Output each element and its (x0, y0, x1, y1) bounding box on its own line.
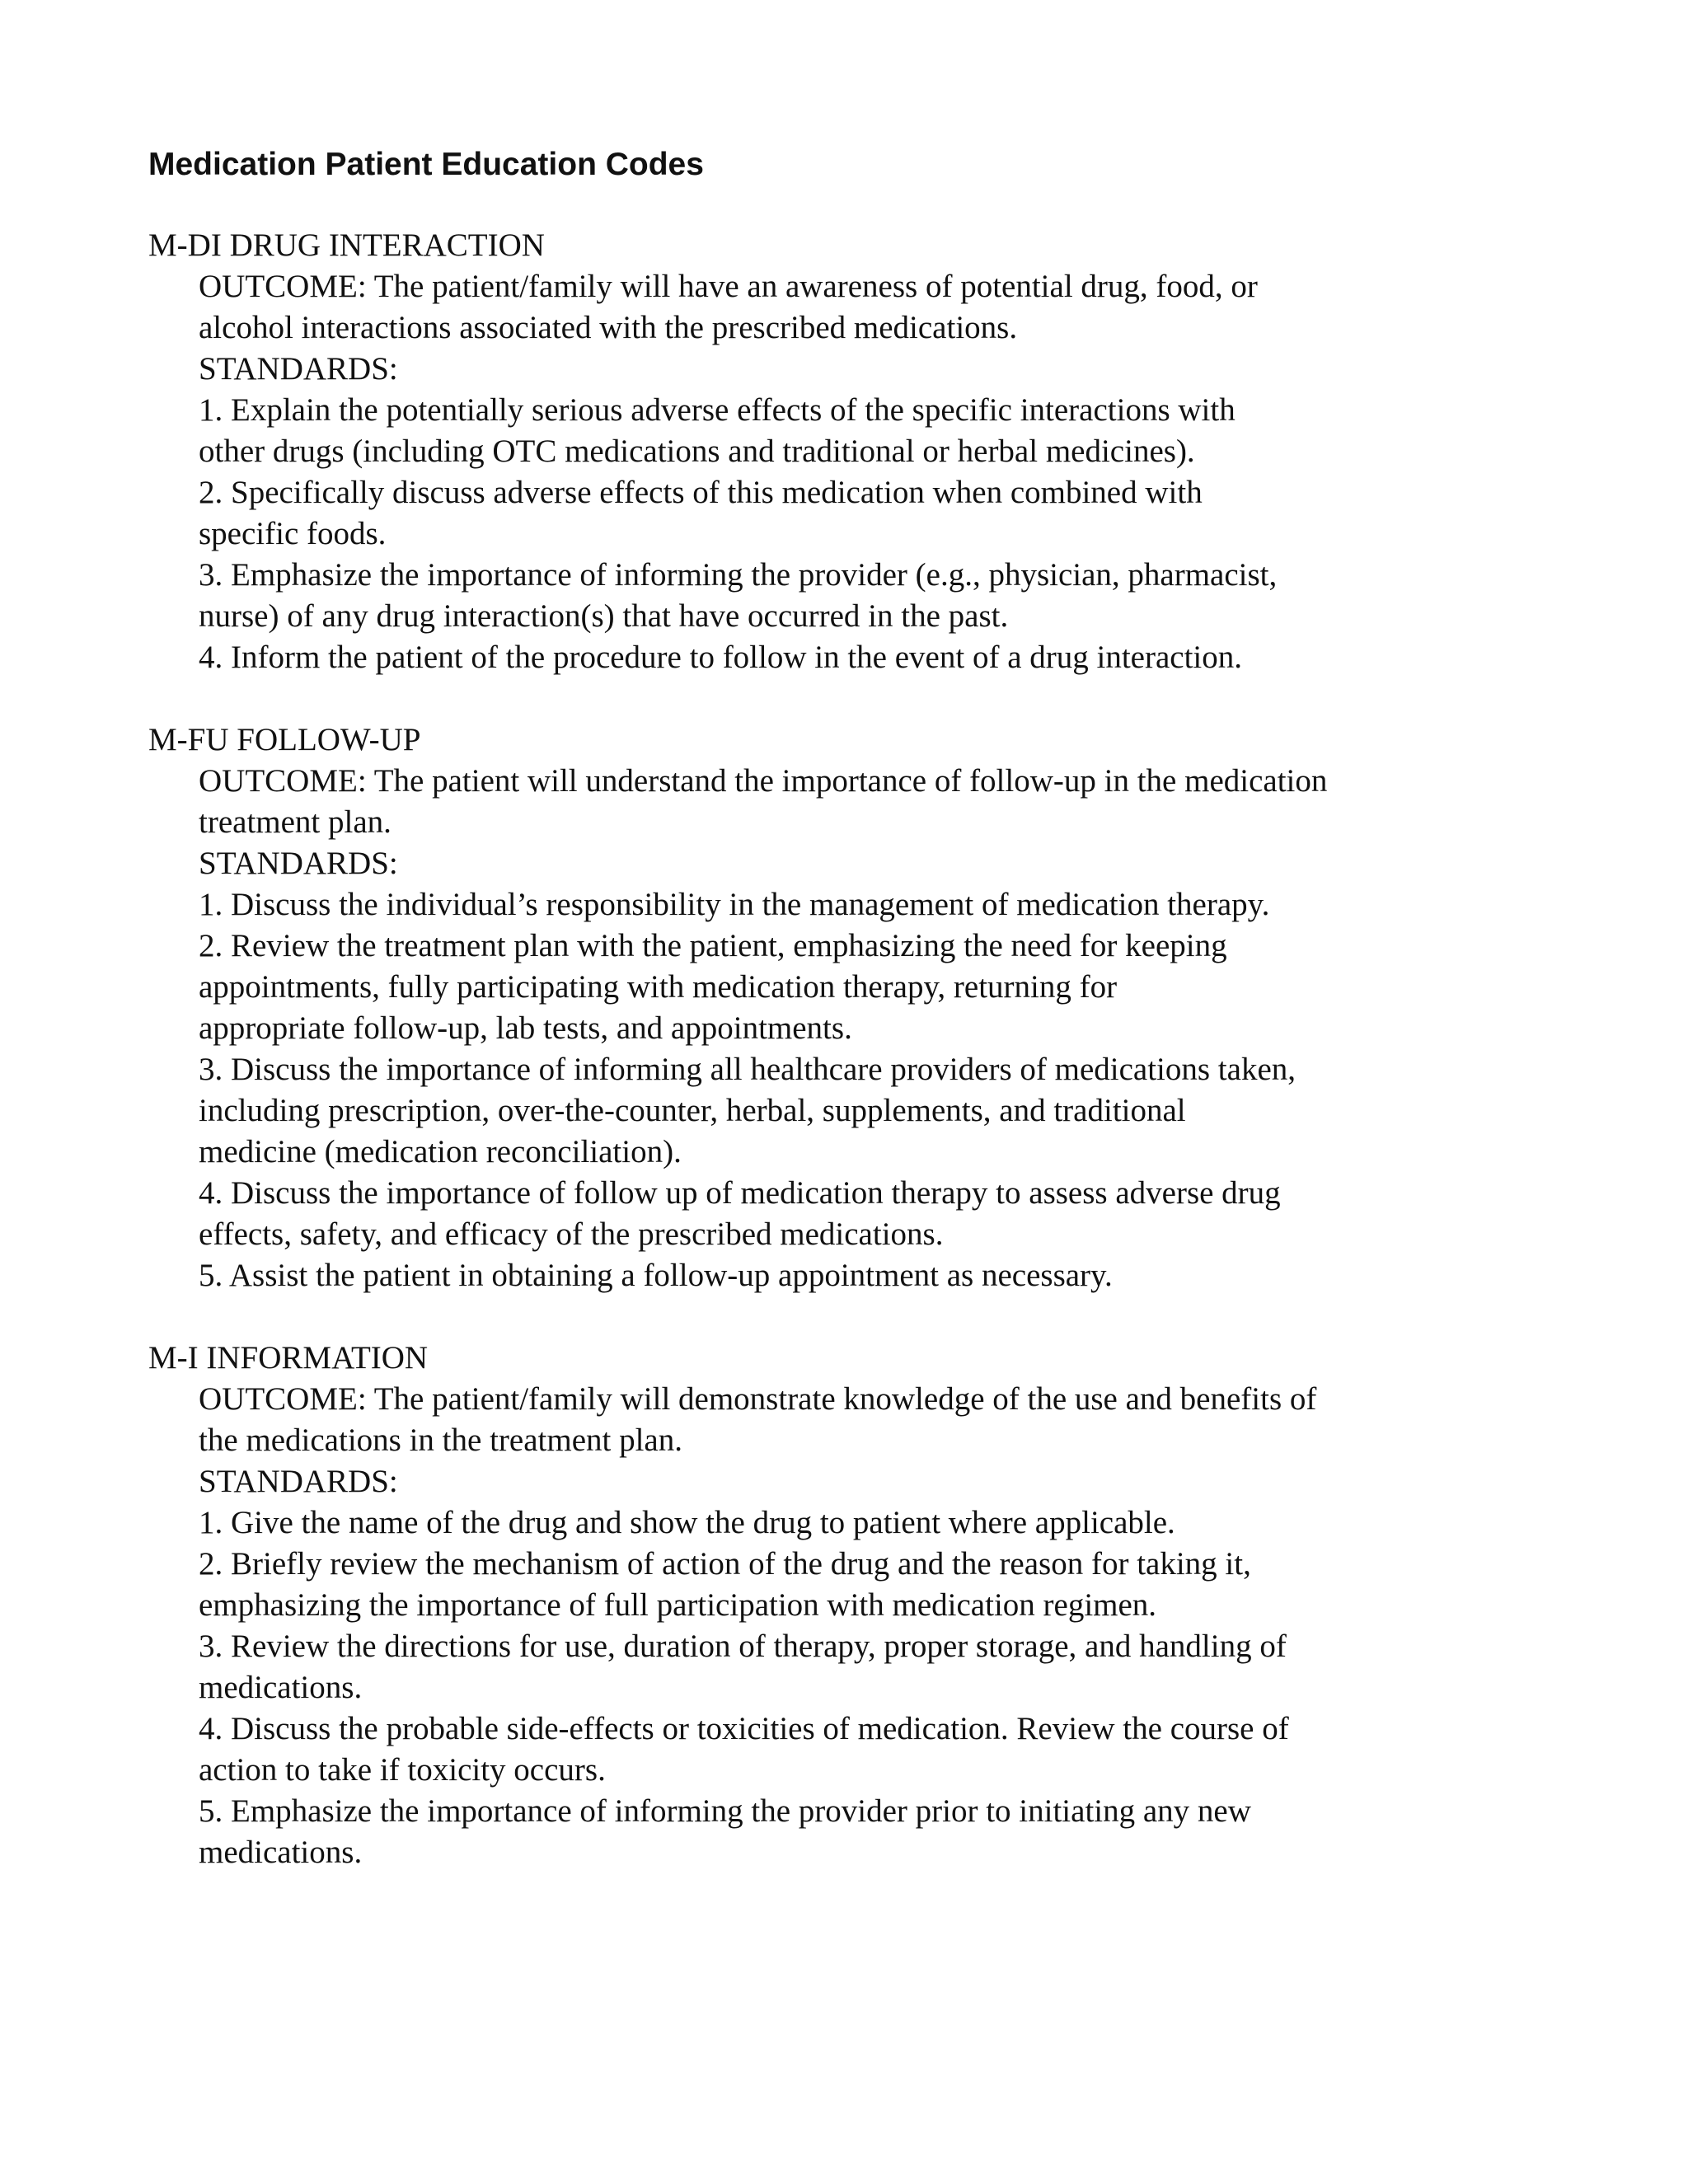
standard-line: medications. (199, 1670, 363, 1705)
section-body (199, 761, 1566, 1296)
standard-line: 2. Briefly review the mechanism of action of the drug and the reason for taking it, (199, 1546, 1251, 1582)
outcome-line: alcohol interactions associated with the prescribed medications. (199, 310, 1018, 345)
section-body (199, 1379, 1566, 1873)
standard-line: including prescription, over-the-counter, herbal, supplements, and traditional (199, 1093, 1186, 1128)
outcome-line: OUTCOME: The patient/family will demonstrate knowledge of the use and benefits of (199, 1381, 1317, 1417)
standard-line: nurse) of any drug interaction(s) that have occurred in the past. (199, 598, 1009, 634)
standard-line: medications. (199, 1835, 363, 1870)
standards-label: STANDARDS: (199, 351, 398, 387)
standard-line: 2. Specifically discuss adverse effects of this medication when combined with (199, 475, 1203, 510)
section-heading: M-I INFORMATION (148, 1340, 429, 1376)
standard-line: action to take if toxicity occurs. (199, 1752, 606, 1788)
standard-line: other drugs (including OTC medications and traditional or herbal medicines). (199, 434, 1195, 469)
standard-line: 4. Inform the patient of the procedure to follow in the event of a drug interaction. (199, 640, 1242, 675)
standard-line: effects, safety, and efficacy of the prescribed medications. (199, 1216, 944, 1252)
section-heading: M-FU FOLLOW-UP (148, 722, 421, 757)
section-follow-up (148, 719, 1566, 1296)
standard-line: appointments, fully participating with medication therapy, returning for (199, 969, 1118, 1005)
standard-line: 3. Review the directions for use, duration of therapy, proper storage, and handling of (199, 1629, 1287, 1664)
standard-line: medicine (medication reconciliation). (199, 1134, 682, 1169)
standards-label: STANDARDS: (199, 846, 398, 881)
standard-line: emphasizing the importance of full participation with medication regimen. (199, 1587, 1157, 1623)
standard-line: 1. Explain the potentially serious adverse effects of the specific interactions with (199, 392, 1236, 428)
standard-line: specific foods. (199, 516, 387, 551)
standard-line: 2. Review the treatment plan with the patient, emphasizing the need for keeping (199, 928, 1227, 963)
standard-line: 1. Give the name of the drug and show the drug to patient where applicable. (199, 1505, 1175, 1540)
standard-line: 5. Assist the patient in obtaining a follow-up appointment as necessary. (199, 1258, 1113, 1293)
sections-container (148, 225, 1566, 1915)
section-information (148, 1338, 1566, 1873)
standard-line: 3. Emphasize the importance of informing the provider (e.g., physician, pharmacist, (199, 557, 1278, 593)
standard-line: 3. Discuss the importance of informing all healthcare providers of medications taken, (199, 1052, 1296, 1087)
outcome-line: treatment plan. (199, 804, 392, 840)
outcome-line: OUTCOME: The patient will understand the importance of follow-up in the medication (199, 763, 1328, 799)
section-drug-interaction (148, 225, 1566, 678)
page-title: Medication Patient Education Codes (148, 147, 704, 182)
standard-line: 1. Discuss the individual’s responsibility in the management of medication therapy. (199, 887, 1270, 922)
standard-line: 4. Discuss the importance of follow up of medication therapy to assess adverse drug (199, 1175, 1281, 1211)
standards-label: STANDARDS: (199, 1464, 398, 1499)
standard-line: appropriate follow-up, lab tests, and appointments. (199, 1010, 852, 1046)
outcome-line: the medications in the treatment plan. (199, 1422, 682, 1458)
section-heading: M-DI DRUG INTERACTION (148, 227, 545, 263)
standard-line: 5. Emphasize the importance of informing the provider prior to initiating any new (199, 1793, 1251, 1829)
outcome-line: OUTCOME: The patient/family will have an awareness of potential drug, food, or (199, 269, 1258, 304)
standard-line: 4. Discuss the probable side-effects or toxicities of medication. Review the course of (199, 1711, 1289, 1746)
section-body (199, 266, 1566, 678)
